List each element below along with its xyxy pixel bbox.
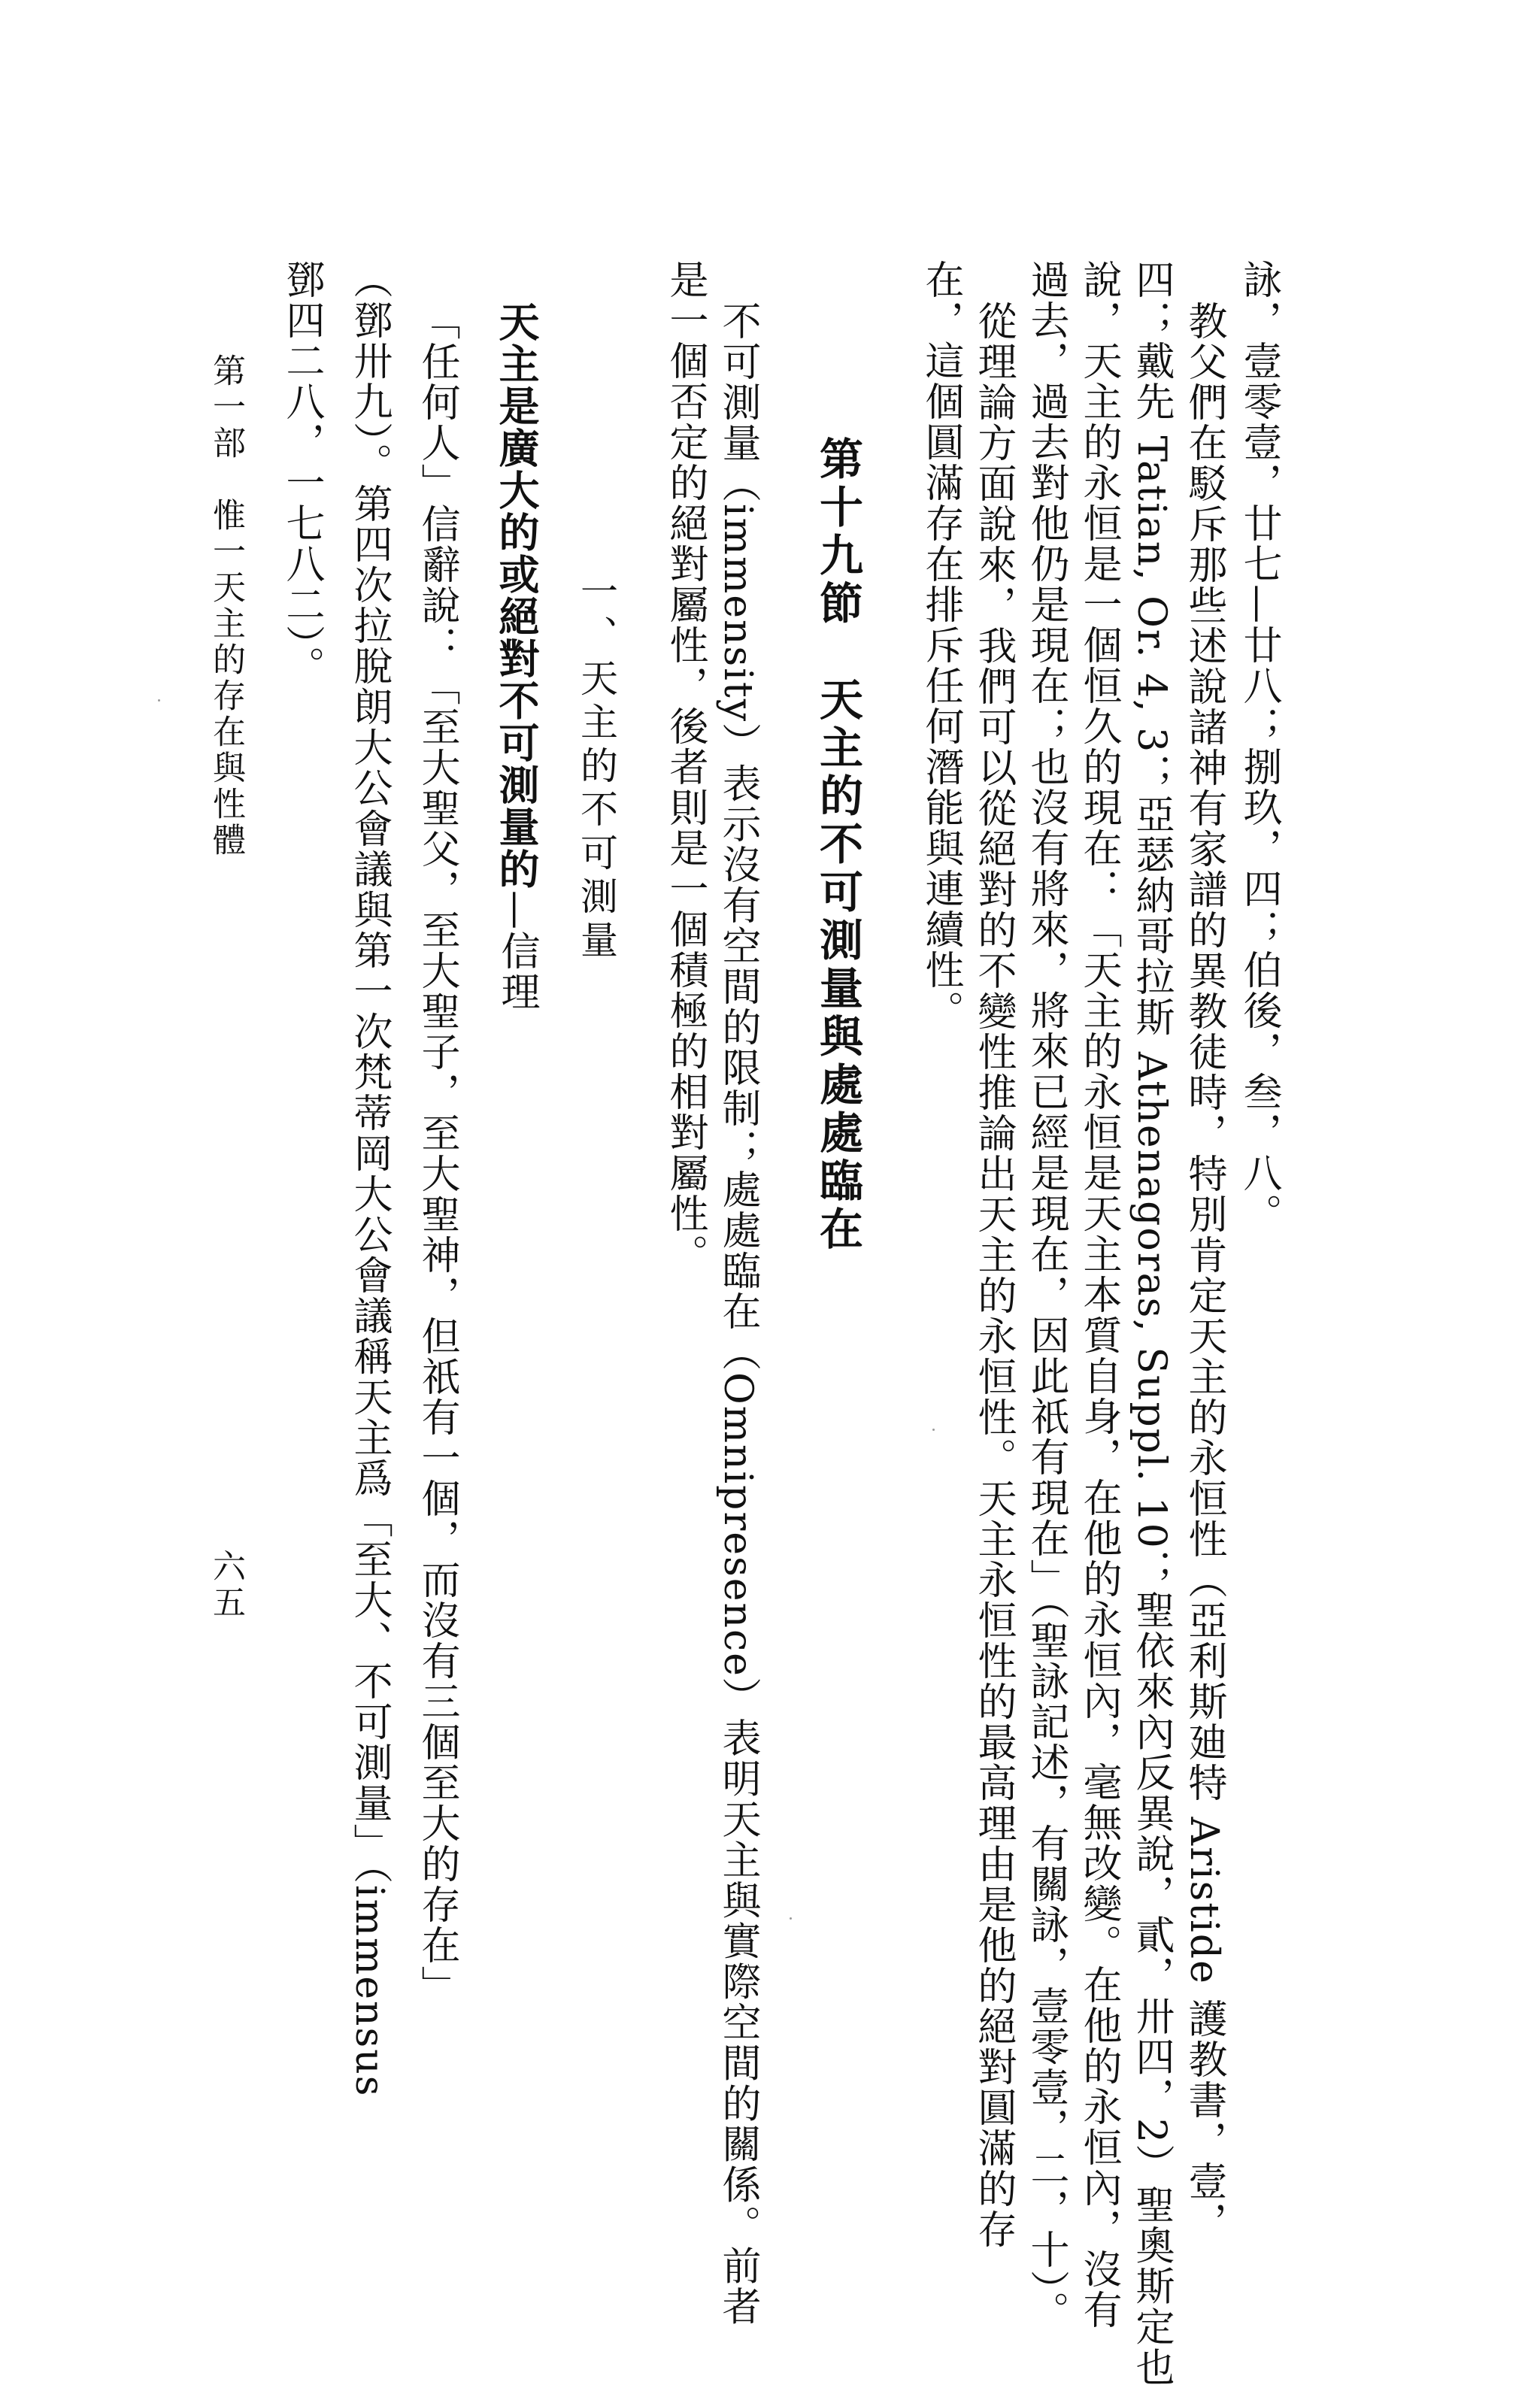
text-column-3: 四；戴先 Tatian, Or. 4, 3；亞瑟納哥拉斯 Athenagoras, Suppl. 10；聖依來內反異說，貳，卅四，2）聖奧斯定也: [1129, 259, 1174, 2388]
body-column-1: 不可測量（immensity）表示沒有空間的限制；處處臨在（Omnipresence）表明天主與實際空間的關係。前者: [715, 301, 760, 2327]
final-column-3: 鄧四二八，一七八二）。: [279, 259, 324, 686]
final-column-2: （鄧卅九）。第四次拉脫朗大公會議與第一次梵蒂岡大公會議稱天主爲「至大、不可測量」（immensus: [347, 259, 392, 2098]
text-column-1: 詠，壹零壹，廿七—廿八；捌玖，四；伯後，叁，八。: [1236, 259, 1281, 1234]
scan-speck: [932, 1429, 935, 1431]
running-footer: 第一部 惟一天主的存在與性體: [207, 353, 245, 859]
text-column-7: 在，這個圓滿存在排斥任何潛能與連續性。: [918, 259, 963, 1031]
page-number: 六五: [207, 1549, 245, 1621]
scan-speck: [158, 699, 160, 702]
thesis-note: —信理: [494, 890, 539, 1012]
text-column-5: 過去，過去對他仍是現在；也沒有將來，將來已經是現在，因此祇有現在」（聖詠記述，有關詠，壹零壹，二，十）。: [1023, 259, 1069, 2332]
body-column-2: 是一個否定的絕對屬性，後者則是一個積極的相對屬性。: [662, 259, 708, 1274]
subsection-heading: 一、天主的不可測量: [574, 571, 618, 964]
text-column-2: 教父們在駁斥那些述說諸神有家譜的異教徒時，特別肯定天主的永恒性（亞利斯廸特 Aristide 護教書，壹，: [1181, 301, 1226, 2243]
final-column-1: 「任何人」信辭說：「至大聖父，至大聖子，至大聖神，但祇有一個，而沒有三個至大的存在」: [414, 301, 459, 2006]
text-column-6: 從理論方面說來，我們可以從絕對的不變性推論出天主的永恒性。天主永恒性的最高理由是他的絕對圓滿的存: [971, 301, 1016, 2250]
section-heading: 第十九節 天主的不可測量與處處臨在: [812, 436, 863, 1254]
text-column-4: 說，天主的永恒是一個恒久的現在：「天主的永恒是天主本質自身，在他的永恒內，毫無改變。在他的永恒內，沒有: [1076, 259, 1121, 2330]
thesis-text: 天主是廣大的或絕對不可測量的: [493, 301, 541, 890]
thesis-line: [493, 301, 541, 1012]
scan-speck: [790, 1917, 792, 1920]
